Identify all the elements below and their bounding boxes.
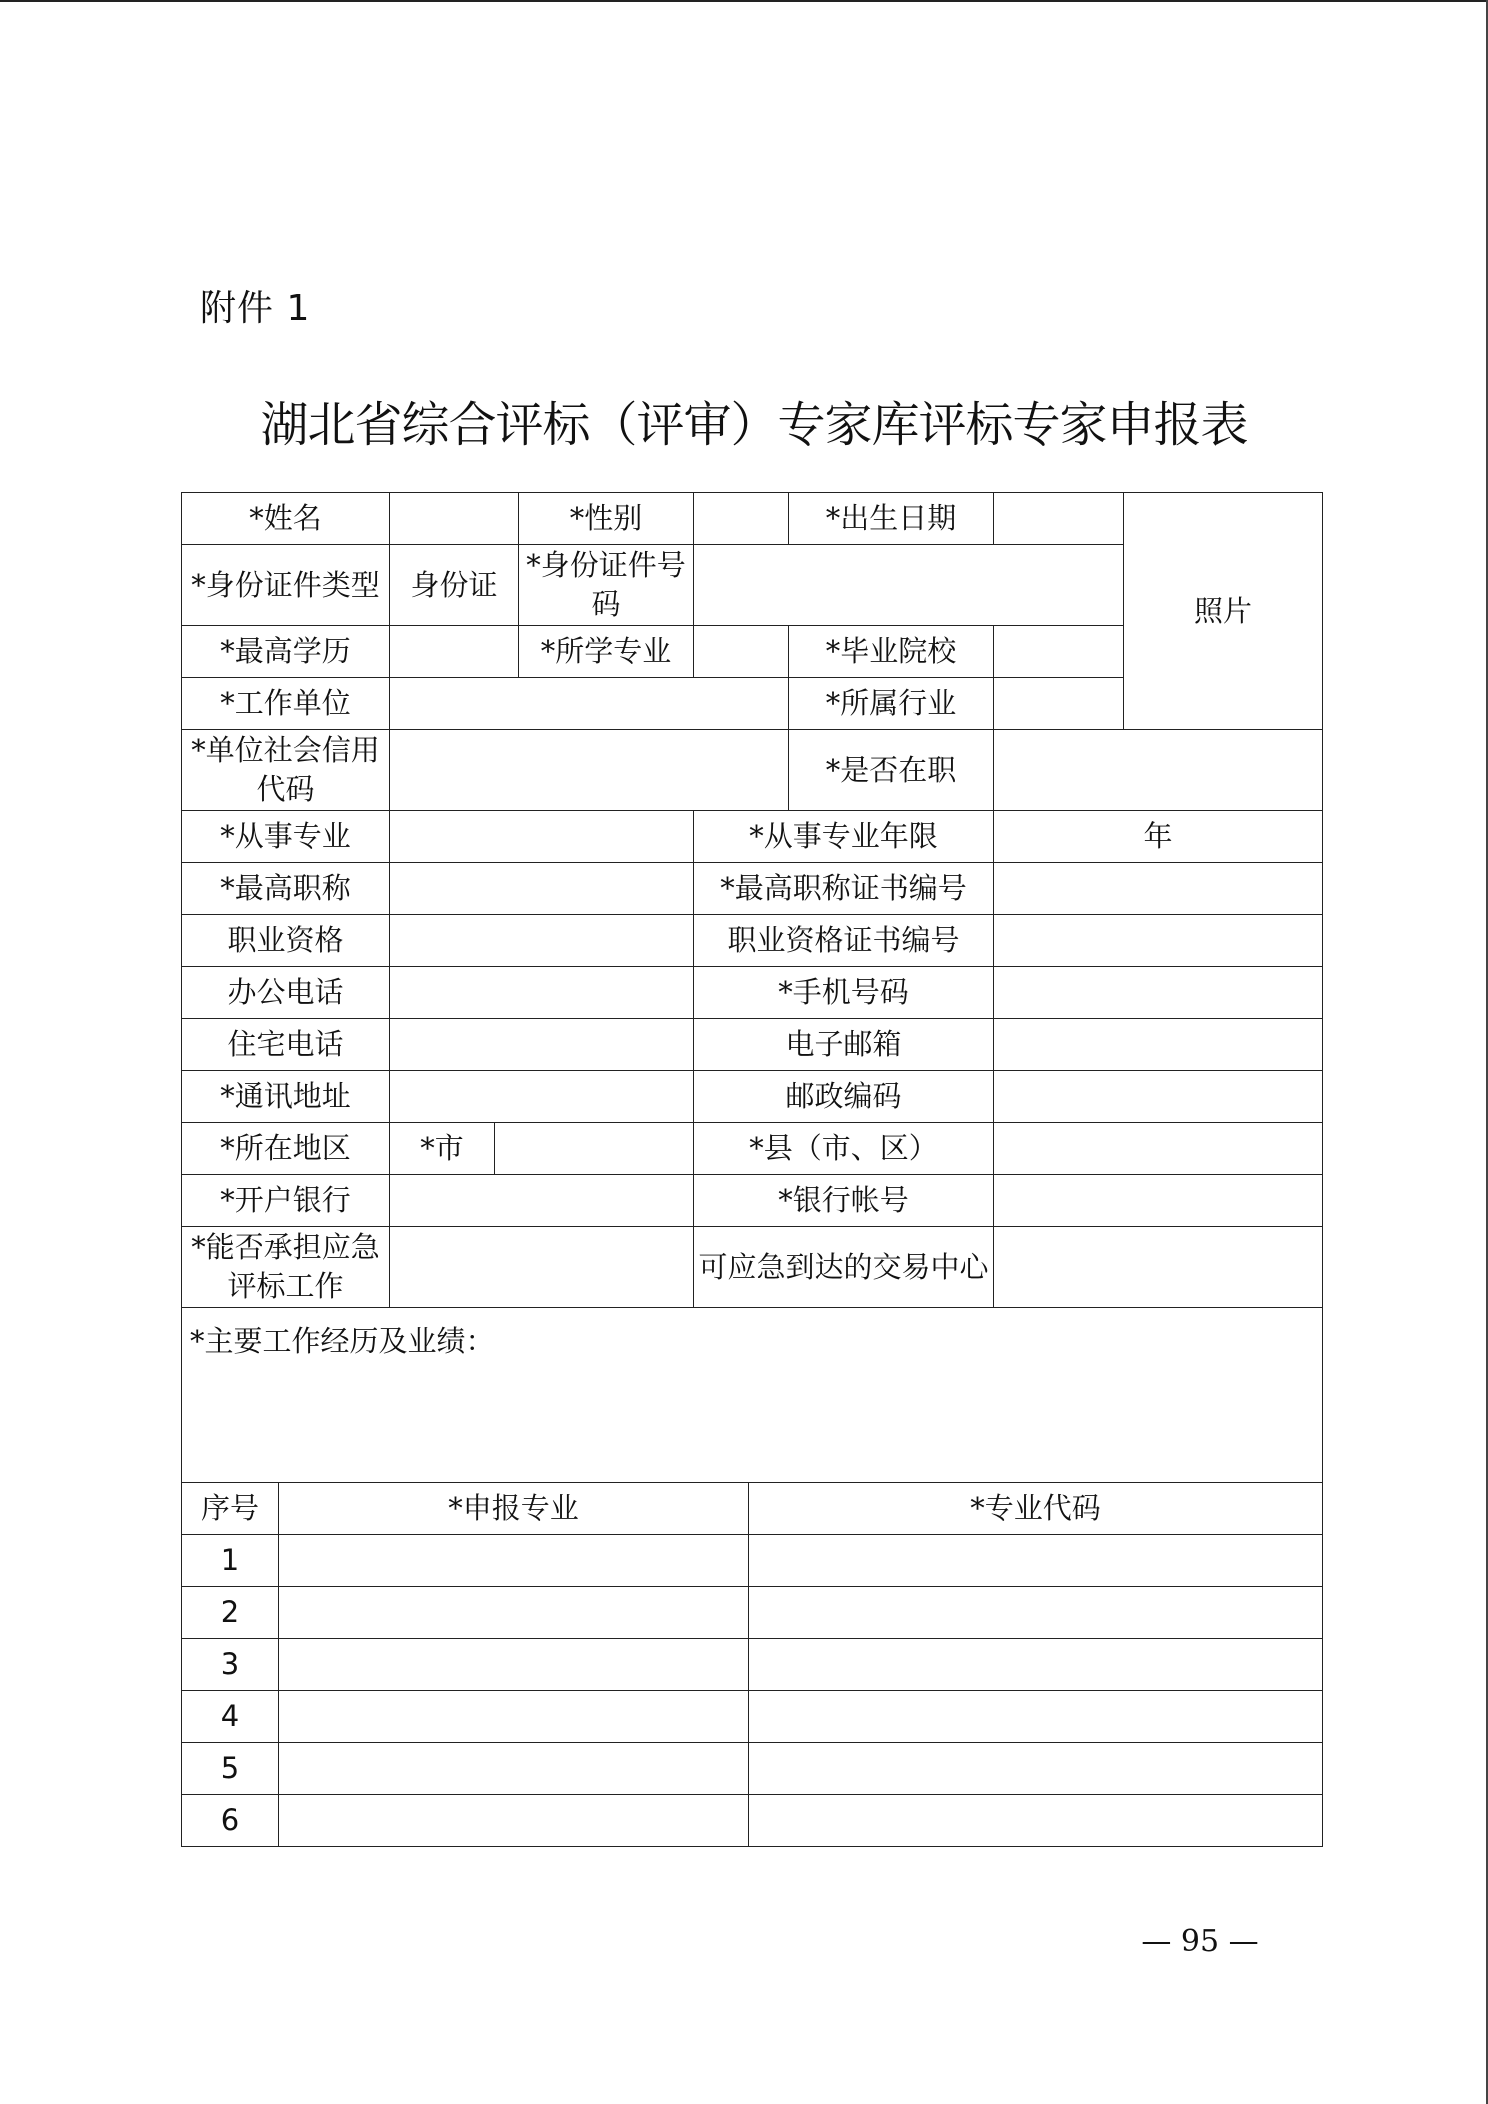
experience-field[interactable]: *主要工作经历及业绩： (182, 1308, 1323, 1483)
specialty-row (182, 1535, 1323, 1587)
bank-field[interactable] (390, 1175, 694, 1227)
qualification-cert-field[interactable] (994, 915, 1323, 967)
postcode-label: 邮政编码 (694, 1071, 994, 1123)
education-label: *最高学历 (182, 626, 390, 678)
qualification-label: 职业资格 (182, 915, 390, 967)
address-label: *通讯地址 (182, 1071, 390, 1123)
specialty-row (182, 1691, 1323, 1743)
form-row-home-phone (182, 1019, 1323, 1071)
credit-code-field[interactable] (390, 730, 789, 811)
page-number: — 95 — (1141, 1924, 1259, 1959)
home-phone-label: 住宅电话 (182, 1019, 390, 1071)
mobile-label: *手机号码 (694, 967, 994, 1019)
specialty-code-field[interactable] (749, 1795, 1323, 1847)
specialty-header-major: *申报专业 (279, 1483, 749, 1535)
form-row-experience (182, 1308, 1323, 1483)
specialty-row (182, 1639, 1323, 1691)
specialty-row (182, 1587, 1323, 1639)
field-input[interactable] (390, 811, 694, 863)
specialty-major-field[interactable] (279, 1587, 749, 1639)
specialty-header-index: 序号 (182, 1483, 279, 1535)
qualification-field[interactable] (390, 915, 694, 967)
city-label: *市 (390, 1123, 495, 1175)
email-field[interactable] (994, 1019, 1323, 1071)
id-type-label: *身份证件类型 (182, 545, 390, 626)
in-service-field[interactable] (994, 730, 1323, 811)
specialty-row-number: 2 (182, 1587, 279, 1639)
specialty-row-number: 3 (182, 1639, 279, 1691)
specialty-row-number: 1 (182, 1535, 279, 1587)
specialty-code-field[interactable] (749, 1743, 1323, 1795)
birth-date-field[interactable] (994, 493, 1124, 545)
region-label: *所在地区 (182, 1123, 390, 1175)
field-label: *从事专业 (182, 811, 390, 863)
specialty-code-field[interactable] (749, 1535, 1323, 1587)
form-row-region (182, 1123, 1323, 1175)
specialty-code-field[interactable] (749, 1587, 1323, 1639)
gender-field[interactable] (694, 493, 789, 545)
county-field[interactable] (994, 1123, 1323, 1175)
postcode-field[interactable] (994, 1071, 1323, 1123)
industry-label: *所属行业 (789, 678, 994, 730)
specialty-major-field[interactable] (279, 1639, 749, 1691)
address-field[interactable] (390, 1071, 694, 1123)
title-cert-field[interactable] (994, 863, 1323, 915)
id-number-label: *身份证件号码 (519, 545, 694, 626)
specialty-code-field[interactable] (749, 1691, 1323, 1743)
form-row-basic-5 (182, 730, 1323, 811)
city-field[interactable] (495, 1123, 694, 1175)
county-label: *县（市、区） (694, 1123, 994, 1175)
specialty-row (182, 1743, 1323, 1795)
employer-field[interactable] (390, 678, 789, 730)
bank-label: *开户银行 (182, 1175, 390, 1227)
form-row-office-phone (182, 967, 1323, 1019)
credit-code-label: *单位社会信用代码 (182, 730, 390, 811)
education-field[interactable] (390, 626, 519, 678)
specialty-row-number: 6 (182, 1795, 279, 1847)
specialty-header-code: *专业代码 (749, 1483, 1323, 1535)
form-row-qualification (182, 915, 1323, 967)
years-label: *从事专业年限 (694, 811, 994, 863)
birth-date-label: *出生日期 (789, 493, 994, 545)
title-cert-label: *最高职称证书编号 (694, 863, 994, 915)
specialty-row (182, 1795, 1323, 1847)
mobile-field[interactable] (994, 967, 1323, 1019)
specialty-major-field[interactable] (279, 1691, 749, 1743)
title-field[interactable] (390, 863, 694, 915)
attachment-label: 附件 1 (200, 288, 311, 329)
form-row-field (182, 811, 1323, 863)
form-row-emergency (182, 1227, 1323, 1308)
id-type-value[interactable]: 身份证 (390, 545, 519, 626)
form-row-title (182, 863, 1323, 915)
emergency-label: *能否承担应急评标工作 (182, 1227, 390, 1308)
id-number-field[interactable] (694, 545, 1124, 626)
photo-box[interactable]: 照片 (1124, 493, 1323, 730)
employer-label: *工作单位 (182, 678, 390, 730)
school-label: *毕业院校 (789, 626, 994, 678)
form-row-address (182, 1071, 1323, 1123)
years-field[interactable]: 年 (994, 811, 1323, 863)
office-phone-label: 办公电话 (182, 967, 390, 1019)
form-row-basic-1 (182, 493, 1323, 545)
specialty-major-field[interactable] (279, 1535, 749, 1587)
trading-center-label: 可应急到达的交易中心 (694, 1227, 994, 1308)
office-phone-field[interactable] (390, 967, 694, 1019)
industry-field[interactable] (994, 678, 1124, 730)
document-title: 湖北省综合评标（评审）专家库评标专家申报表 (260, 397, 1248, 453)
specialty-row-number: 4 (182, 1691, 279, 1743)
qualification-cert-label: 职业资格证书编号 (694, 915, 994, 967)
gender-label: *性别 (519, 493, 694, 545)
name-label: *姓名 (182, 493, 390, 545)
specialty-row-number: 5 (182, 1743, 279, 1795)
in-service-label: *是否在职 (789, 730, 994, 811)
specialty-major-field[interactable] (279, 1795, 749, 1847)
specialty-code-field[interactable] (749, 1639, 1323, 1691)
email-label: 电子邮箱 (694, 1019, 994, 1071)
account-label: *银行帐号 (694, 1175, 994, 1227)
form-row-bank (182, 1175, 1323, 1227)
emergency-field[interactable] (390, 1227, 694, 1308)
trading-center-field[interactable] (994, 1227, 1323, 1308)
major-label: *所学专业 (519, 626, 694, 678)
specialty-major-field[interactable] (279, 1743, 749, 1795)
application-form-table (181, 492, 1323, 1847)
major-field[interactable] (694, 626, 789, 678)
school-field[interactable] (994, 626, 1124, 678)
specialty-header-row (182, 1483, 1323, 1535)
top-border-line (0, 0, 1488, 2)
name-field[interactable] (390, 493, 519, 545)
title-label: *最高职称 (182, 863, 390, 915)
home-phone-field[interactable] (390, 1019, 694, 1071)
account-field[interactable] (994, 1175, 1323, 1227)
